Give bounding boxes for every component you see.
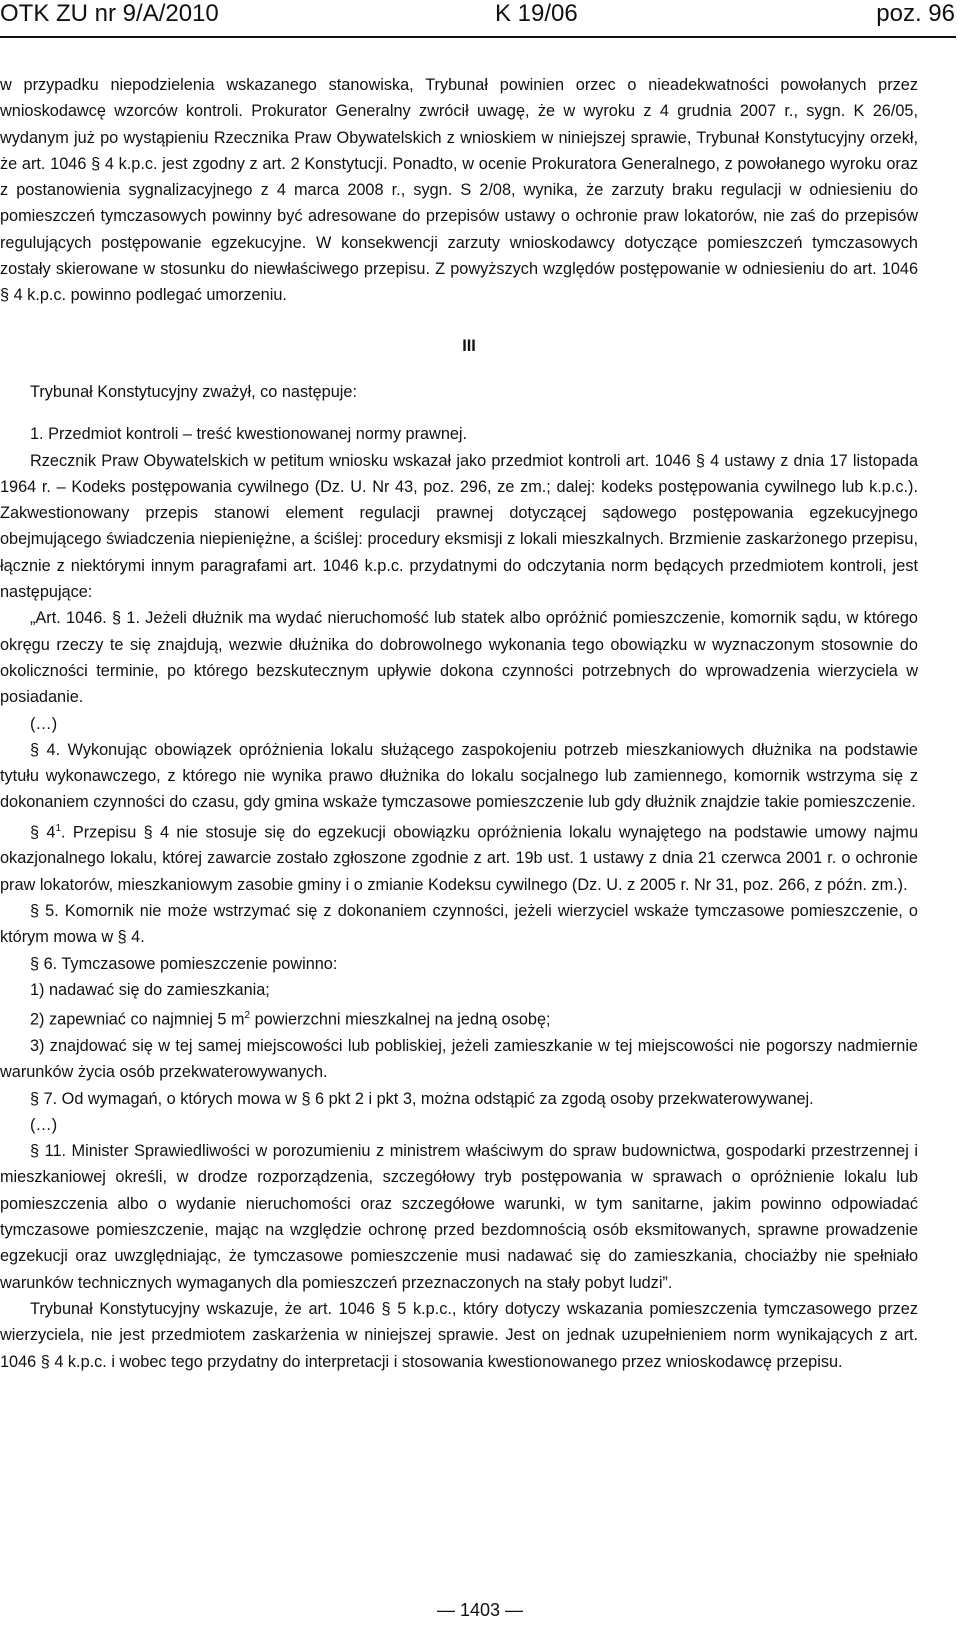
ellipsis: (…) <box>30 714 58 733</box>
document-body <box>0 72 918 1375</box>
page-number: — 1403 — <box>436 1600 524 1620</box>
paragraph-subject-of-review: Rzecznik Praw Obywatelskich w petitum wniosku wskazał jako przedmiot kontroli art. 1046 § 4 ustawy z dnia 17 listopada 1964 r. – Kodeks postępowania cywilnego (Dz. U. Nr 43, poz. 296, ze zm.; dalej: kodeks postępowania cywilnego lub k.p.c.). Zakwestionowany przepis stanowi element regulacji prawnej dotyczącej sądowego postępowania egzekucyjnego obejmującego świadczenia niepieniężne, a ściślej: procedury eksmisji z lokali mieszkalnych. Brzmienie zaskarżonego przepisu, łącznie z niektórymi innym paragrafami art. 1046 k.p.c. przydatnymi do odczytania norm będących przedmiotem kontroli, jest następujące: <box>0 451 918 602</box>
page-header <box>0 0 960 40</box>
subsection-heading: 1. Przedmiot kontroli – treść kwestionowanej normy prawnej. <box>30 425 468 444</box>
superscript-1: 1 <box>55 822 62 834</box>
quote-par-6-item-3: 3) znajdować się w tej samej miejscowości lub pobliskiej, jeżeli zamieszkanie w tej miejscowości nie pogorszy nadmiernie warunków życia osób przekwaterowywanych. <box>0 1036 918 1082</box>
quote-par-6-item-2 <box>0 1003 918 1033</box>
quote-par-11: § 11. Minister Sprawiedliwości w porozumieniu z ministrem właściwym do spraw budownictwa, gospodarki przestrzennej i mieszkaniowej określi, w drodze rozporządzenia, szczegółowy tryb postępowania w sprawach o opróżnienie lokalu lub pomieszczenia albo o wydanie nieruchomości oraz szczegółowe warunki, w tym sanitarne, jakim powinno odpowiadać tymczasowe pomieszczenie, mając na względzie ochronę przed bezdomnością osób eksmitowanych, sprawne prowadzenie egzekucji oraz uwzględniając, że tymczasowe pomieszczenie musi nadawać się do zamieszkania, chociażby nie spełniało warunków technicznych wymaganych dla pomieszczeń przeznaczonych na stały pobyt ludzi”. <box>0 1142 918 1292</box>
quote-par-6-item-1: 1) nadawać się do zamieszkania; <box>30 980 270 999</box>
position-number: poz. 96 <box>876 0 955 27</box>
journal-reference: OTK ZU nr 9/A/2010 <box>0 0 219 27</box>
quote-par-7: § 7. Od wymagań, o których mowa w § 6 pkt 2 i pkt 3, można odstąpić za zgodą osoby przekwaterowywanej. <box>30 1089 814 1108</box>
header-divider <box>0 36 956 38</box>
paragraph-tribunal-indicates: Trybunał Konstytucyjny wskazuje, że art. 1046 § 5 k.p.c., który dotyczy wskazania pomieszczenia tymczasowego przez wierzyciela, nie jest przedmiotem zaskarżenia w niniejszej sprawie. Jest on jednak uzupełnieniem norm wynikających z art. 1046 § 4 k.p.c. i wobec tego przydatny do interpretacji i stosowania kwestionowanego przez wnioskodawcę przepisu. <box>0 1299 918 1371</box>
item-2-text-b: powierzchni mieszkalnej na jedną osobę; <box>250 1010 551 1029</box>
section-heading: III <box>462 336 476 355</box>
quote-par-6: § 6. Tymczasowe pomieszczenie powinno: <box>30 954 338 973</box>
spacer <box>0 405 918 421</box>
quote-par-4: § 4. Wykonując obowiązek opróżnienia lokalu służącego zaspokojeniu potrzeb mieszkaniowych dłużnika na podstawie tytułu wykonawczego, z którego nie wynika prawo dłużnika do lokalu socjalnego lub zamiennego, komornik wstrzyma się z dokonaniem czynności do czasu, gdy gmina wskaże tymczasowe pomieszczenie lub gdy dłużnik znajdzie takie pomieszczenie. <box>0 740 918 812</box>
ellipsis: (…) <box>30 1115 58 1134</box>
item-2-text-a: 2) zapewniać co najmniej 5 m <box>30 1010 245 1029</box>
paragraph-prosecutor-position: w przypadku niepodzielenia wskazanego stanowiska, Trybunał powinien orzec o nieadekwatności powołanych przez wnioskodawcę wzorców kontroli. Prokurator Generalny zwrócił uwagę, że w wyroku z 4 grudnia 2007 r., sygn. K 26/05, wydanym już po wystąpieniu Rzecznika Praw Obywatelskich z wnioskiem w niniejszej sprawie, Trybunał Konstytucyjny orzekł, że art. 1046 § 4 k.p.c. jest zgodny z art. 2 Konstytucji. Ponadto, w ocenie Prokuratora Generalnego, z powołanego wyroku oraz z postanowienia sygnalizacyjnego z 4 marca 2008 r., sygn. S 2/08, wynika, że zarzuty braku regulacji w odniesieniu do pomieszczeń tymczasowych powinny być adresowane do przepisów ustawy o ochronie praw lokatorów, nie zaś do przepisów regulujących postępowanie egzekucyjne. W konsekwencji zarzuty wnioskodawcy dotyczące pomieszczeń tymczasowych zostały skierowane w stosunku do niewłaściwego przepisu. Z powyższych względów postępowanie w odniesieniu do art. 1046 § 4 k.p.c. powinno podlegać umorzeniu. <box>0 76 918 305</box>
quote-art-1046-par-1: „Art. 1046. § 1. Jeżeli dłużnik ma wydać nieruchomość lub statek albo opróżnić pomieszczenie, komornik sądu, w którego okręgu rzeczy te się znajdują, wezwie dłużnika do dobrowolnego wykonania tego obowiązku w wyznaczonym stosownie do okoliczności terminie, po którego bezskutecznym upływie dokona czynności potrzebnych do wprowadzenia wierzyciela w posiadanie. <box>0 609 918 707</box>
quote-par-5: § 5. Komornik nie może wstrzymać się z dokonaniem czynności, jeżeli wierzyciel wskaże tymczasowe pomieszczenie, o którym mowa w § 4. <box>0 902 918 947</box>
case-signature: K 19/06 <box>495 0 578 27</box>
par-4-1-label: § 4 <box>30 823 56 842</box>
superscript-2: 2 <box>244 1010 251 1022</box>
par-4-1-text: . Przepisu § 4 nie stosuje się do egzekucji obowiązku opróżnienia lokalu wynajętego na podstawie umowy najmu okazjonalnego lokalu, której zawarcie zostało zgłoszone zgodnie z art. 19b ust. 1 ustawy z dnia 21 czerwca 2001 r. o ochronie praw lokatorów, mieszkaniowym zasobie gminy i o zmianie Kodeksu cywilnego (Dz. U. z 2005 r. Nr 31, poz. 266, z późn. zm.). <box>0 823 918 894</box>
tribunal-considered: Trybunał Konstytucyjny zważył, co następuje: <box>30 382 357 401</box>
quote-par-4-1 <box>0 816 918 898</box>
